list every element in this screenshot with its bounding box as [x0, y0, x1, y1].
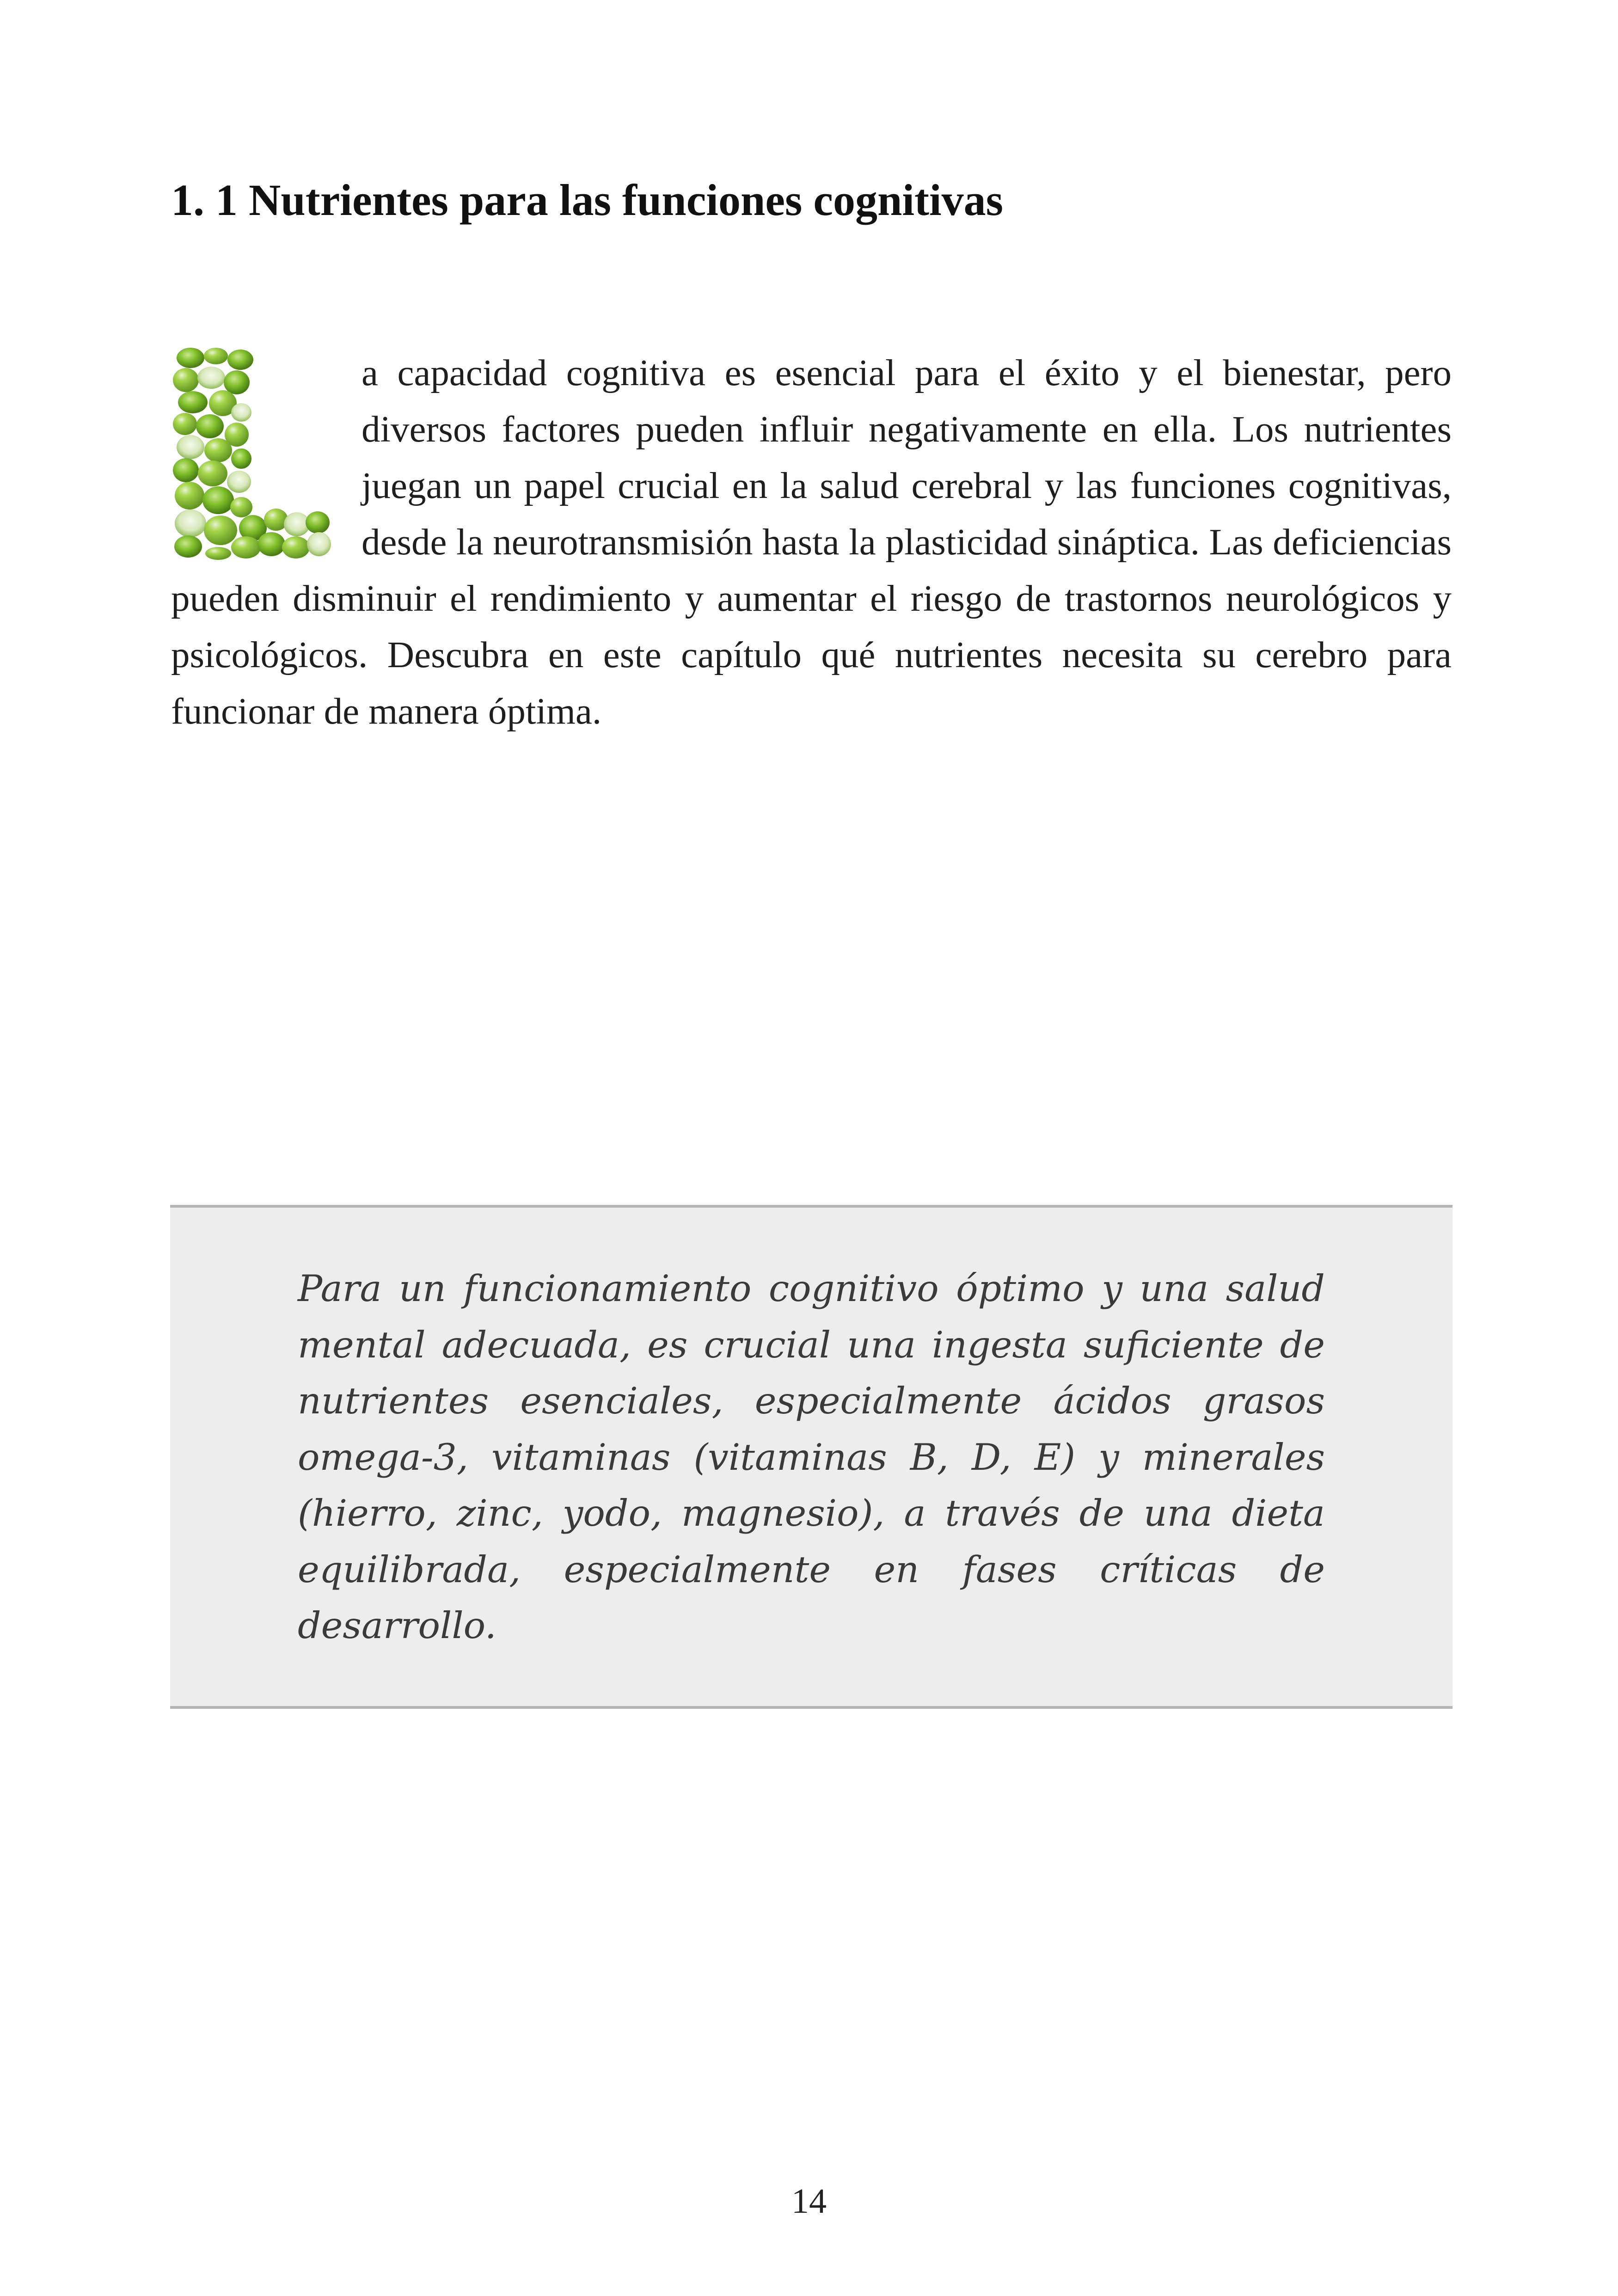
page-number: 14 — [791, 2182, 827, 2221]
callout-text: Para un funcionamiento cognitivo óptimo y una salud mental adecuada, es crucial una ingesta suficiente de nutrientes esenciales, especialmente ácidos grasos omega-3, vitaminas (vitaminas B, D, E) y minerales (hierro, zinc, yodo, magnesio), a través de una dieta equilibrada, especialmente en fases críticas de desarrollo. — [298, 1267, 1325, 1647]
drop-cap-spacer — [171, 344, 362, 569]
intro-paragraph — [171, 344, 1452, 739]
section-title: 1. 1 Nutrientes para las funciones cognitivas — [171, 175, 1003, 225]
summary-callout-box — [170, 1205, 1453, 1709]
intro-body-text: a capacidad cognitiva es esencial para el éxito y el bienestar, pero diversos factores pueden influir negativamente en ella. Los nutrientes juegan un papel crucial en la salud cerebral y las funciones cognitivas, desde la neurotransmisión hasta la plasticidad sináptica. Las deficiencias pueden disminuir el rendimiento y aumentar el riesgo de trastornos neurológicos y psicológicos. Descubra en este capítulo qué nutrientes necesita su cerebro para funcionar de manera óptima. — [171, 352, 1452, 732]
